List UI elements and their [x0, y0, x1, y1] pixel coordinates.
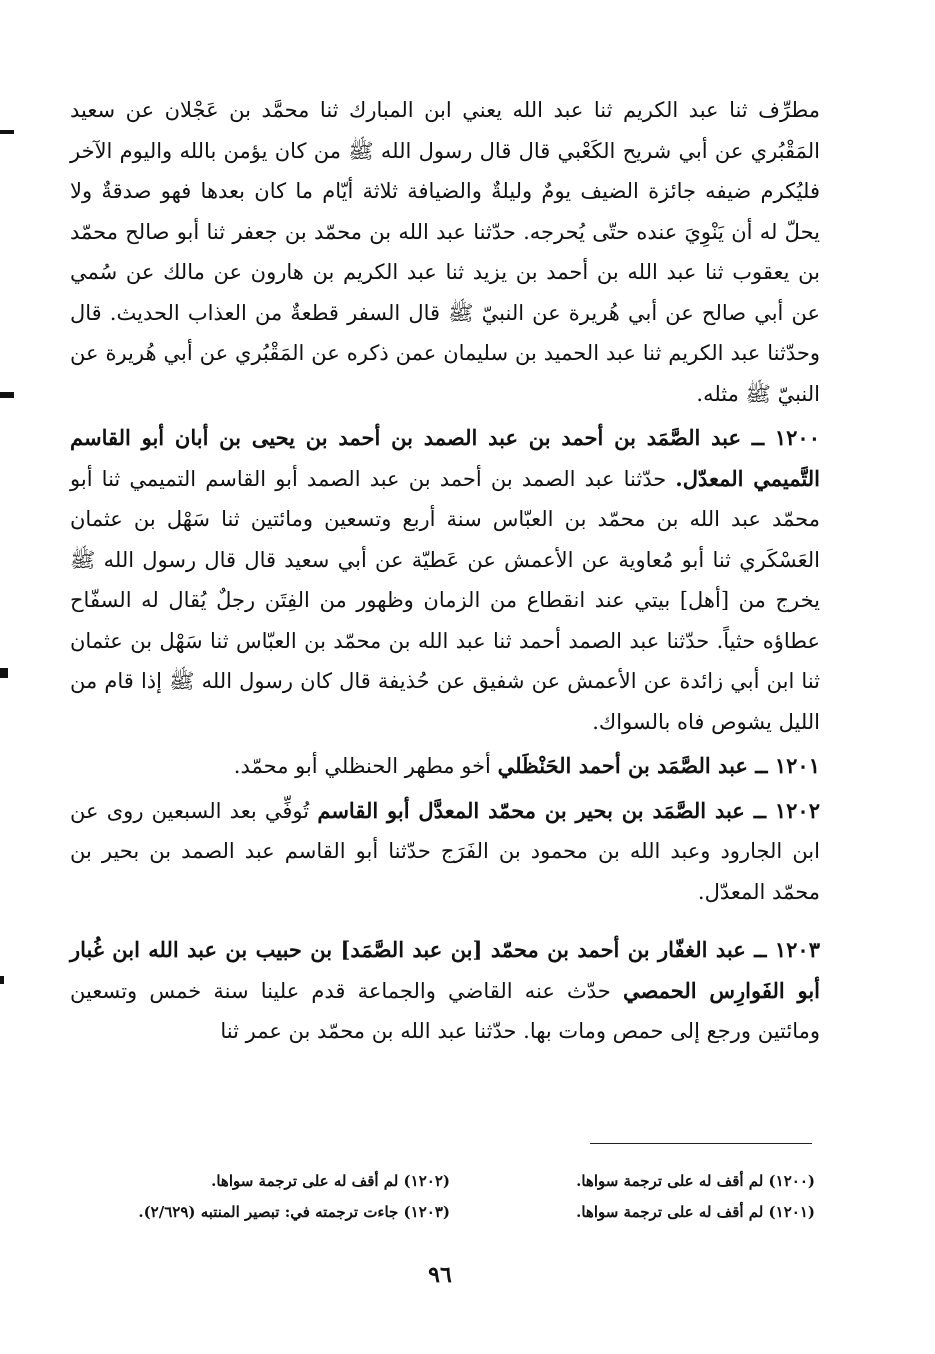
page-body [70, 90, 820, 1052]
entry-1201-heading: ١٢٠١ ــ عبد الصَّمَد بن أحمد الحَنْظَلي [497, 753, 820, 778]
entry-1202-text: تُوفِّي بعد السبعين روى عن ابن الجارود وعبد الله بن محمود بن الفَرَج حدّثنا أبو القاسم عبد الصمد بن بحير بن محمّد المعدّل. [70, 798, 820, 904]
scan-mark [0, 392, 14, 398]
footnote-1203: (١٢٠٣) جاءت ترجمته في: تبصير المنتبه (٢/٦٢٩). [138, 1203, 450, 1221]
entry-1201 [70, 746, 820, 787]
footnote-1202: (١٢٠٢) لم أقف له على ترجمة سواها. [211, 1172, 450, 1190]
footnotes-right-column [470, 1166, 815, 1228]
scan-mark [0, 668, 8, 678]
entry-1203 [70, 930, 820, 1052]
entry-1200-heading: ١٢٠٠ ــ عبد الصَّمَد بن أحمد بن عبد الصمد بن أحمد بن يحيى بن أبان أبو القاسم التَّميمي المعدّل. [70, 425, 820, 491]
page-number: ٩٦ [428, 1262, 452, 1288]
footnote-1200: (١٢٠٠) لم أقف له على ترجمة سواها. [576, 1172, 815, 1190]
entry-1203-text: حدّث عنه القاضي والجماعة قدم علينا سنة خمس وتسعين ومائتين ورجع إلى حمص ومات بها. حدّثنا عبد الله بن محمّد بن عمر ثنا [70, 978, 820, 1043]
entry-1202 [70, 791, 820, 913]
footnote-separator [590, 1143, 812, 1144]
entry-1202-heading: ١٢٠٢ ــ عبد الصَّمَد بن بحير بن محمّد المعدَّل أبو القاسم [317, 797, 820, 823]
footnote-1201: (١٢٠١) لم أقف له على ترجمة سواها. [576, 1203, 815, 1221]
entry-1201-text: أخو مطهر الحنظلي أبو محمّد. [233, 754, 491, 778]
entry-1200-text: حدّثنا عبد الصمد بن أحمد بن عبد الصمد أبو القاسم التميمي ثنا أبو محمّد عبد الله بن محمّد بن العبّاس سنة أربع وتسعين ومائتين ثنا سَهْل بن عثمان العَسْكَري ثنا أبو مُعاوية عن الأعمش عن عَطيّة عن أبي سعيد قال قال رسول الله ﷺ يخرج من [أهل] بيتي عند انقطاع من الزمان وظهور من الفِتَن رجلٌ يُقال له السفّاح عطاؤه حثياً. حدّثنا عبد الصمد أحمد ثنا عبد الله بن محمّد بن العبّاس ثنا سَهْل بن عثمان ثنا ابن أبي زائدة عن الأعمش عن شفيق عن حُذيفة قال كان رسول الله ﷺ إذا قام من الليل يشوص فاه بالسواك. [70, 466, 820, 734]
scan-mark [0, 130, 14, 134]
continued-paragraph: مطرِّف ثنا عبد الكريم ثنا عبد الله يعني ابن المبارك ثنا محمَّد بن عَجْلان عن سعيد المَقْبُري عن أبي شريح الكَعْبي قال قال رسول الله ﷺ من كان يؤمن بالله واليوم الآخر فليُكرم ضيفه جائزة الضيف يومٌ وليلةٌ والضيافة ثلاثة أيّام ما كان بعدها فهو صدقةٌ ولا يحلّ له أن يَنْوِيَ عنده حتّى يُحرجه. حدّثنا عبد الله بن محمّد بن جعفر ثنا أبو صالح محمّد بن يعقوب ثنا عبد الله بن أحمد بن يزيد ثنا عبد الكريم بن هارون عن مالك عن سُمي عن أبي صالح عن أبي هُريرة عن النبيّ ﷺ قال السفر قطعةٌ من العذاب الحديث. قال وحدّثنا عبد الكريم ثنا عبد الحميد بن سليمان عمن ذكره عن المَقْبُري عن أبي هُريرة عن النبيّ ﷺ مثله. [70, 98, 820, 406]
footnotes-left-column [70, 1166, 450, 1228]
entry-1200 [70, 418, 820, 742]
entry-1203-heading: ١٢٠٣ ــ عبد الغفّار بن أحمد بن محمّد [بن عبد الصَّمَد] بن حبيب بن عبد الله ابن غُبار أبو الفَوارِس الحمصي [70, 937, 821, 1003]
scan-mark [0, 976, 4, 984]
